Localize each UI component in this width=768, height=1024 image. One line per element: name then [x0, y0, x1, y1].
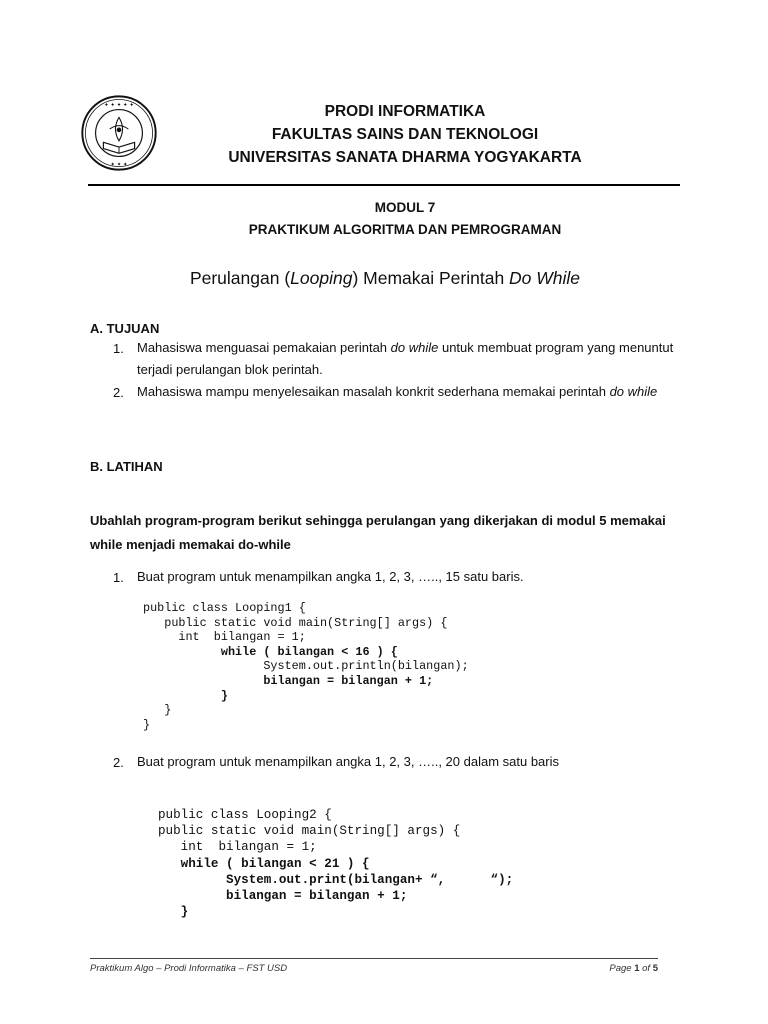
objective-item-2: Mahasiswa mampu menyelesaikan masalah konkrit sederhana memakai perintah do while [137, 384, 658, 399]
code-line: public class Looping2 { [158, 808, 332, 822]
footer-course-label: Praktikum Algo – Prodi Informatika – FST USD [90, 963, 288, 974]
code-line: int bilangan = 1; [158, 840, 317, 855]
header-rule [88, 184, 680, 186]
section-a-heading: A. TUJUAN [90, 321, 160, 336]
list-item-number: 1. [113, 341, 124, 356]
header-fakultas: FAKULTAS SAINS DAN TEKNOLOGI [271, 126, 539, 143]
section-b-heading: B. LATIHAN [90, 459, 163, 474]
footer-rule [90, 958, 658, 959]
code-line: } [143, 688, 228, 703]
page-title: Perulangan (Looping) Memakai Perintah Do While [189, 268, 581, 288]
task-number: 2. [113, 755, 124, 770]
code-line: public static void main(String[] args) { [158, 824, 461, 839]
task-2-text: Buat program untuk menampilkan angka 1, 2, 3, ….., 20 dalam satu baris [137, 754, 560, 769]
code-line: } [143, 703, 172, 718]
code-line: while ( bilangan < 16 ) { [143, 644, 398, 659]
header-prodi: PRODI INFORMATIKA [324, 103, 486, 120]
objective-item-1: Mahasiswa menguasai pemakaian perintah do while untuk membuat program yang menuntut terjadi perulangan blok perintah. [137, 340, 674, 377]
page-number: Page 1 of 5 [609, 963, 658, 974]
code-line: int bilangan = 1; [143, 630, 306, 645]
code-line: public class Looping1 { [143, 601, 306, 615]
header-universitas: UNIVERSITAS SANATA DHARMA YOGYAKARTA [228, 149, 582, 166]
code-line: System.out.print(bilangan+ “, “); [158, 872, 514, 887]
code-line: } [158, 905, 189, 920]
svg-text:✦ ✦ ✦ ✦ ✦: ✦ ✦ ✦ ✦ ✦ [104, 102, 134, 109]
list-item-number: 2. [113, 385, 124, 400]
code-block-looping1 [143, 601, 469, 732]
code-line: bilangan = bilangan + 1; [158, 889, 408, 904]
svg-text:✦ ✦ ✦: ✦ ✦ ✦ [110, 161, 128, 168]
code-line: System.out.println(bilangan); [143, 659, 469, 674]
code-block-looping2 [158, 807, 513, 920]
exercise-instructions: Ubahlah program-program berikut sehingga perulangan yang dikerjakan di modul 5 memakai while menjadi memakai do-while [90, 513, 666, 552]
code-line: public static void main(String[] args) { [143, 615, 448, 630]
module-course: PRAKTIKUM ALGORITMA DAN PEMROGRAMAN [248, 222, 562, 237]
code-line: bilangan = bilangan + 1; [143, 673, 434, 688]
code-line: } [143, 717, 151, 732]
task-1-text: Buat program untuk menampilkan angka 1, 2, 3, ….., 15 satu baris. [137, 569, 524, 584]
university-seal-logo [80, 94, 158, 172]
task-number: 1. [113, 570, 124, 585]
code-line: while ( bilangan < 21 ) { [158, 856, 370, 871]
module-number: MODUL 7 [374, 200, 436, 215]
